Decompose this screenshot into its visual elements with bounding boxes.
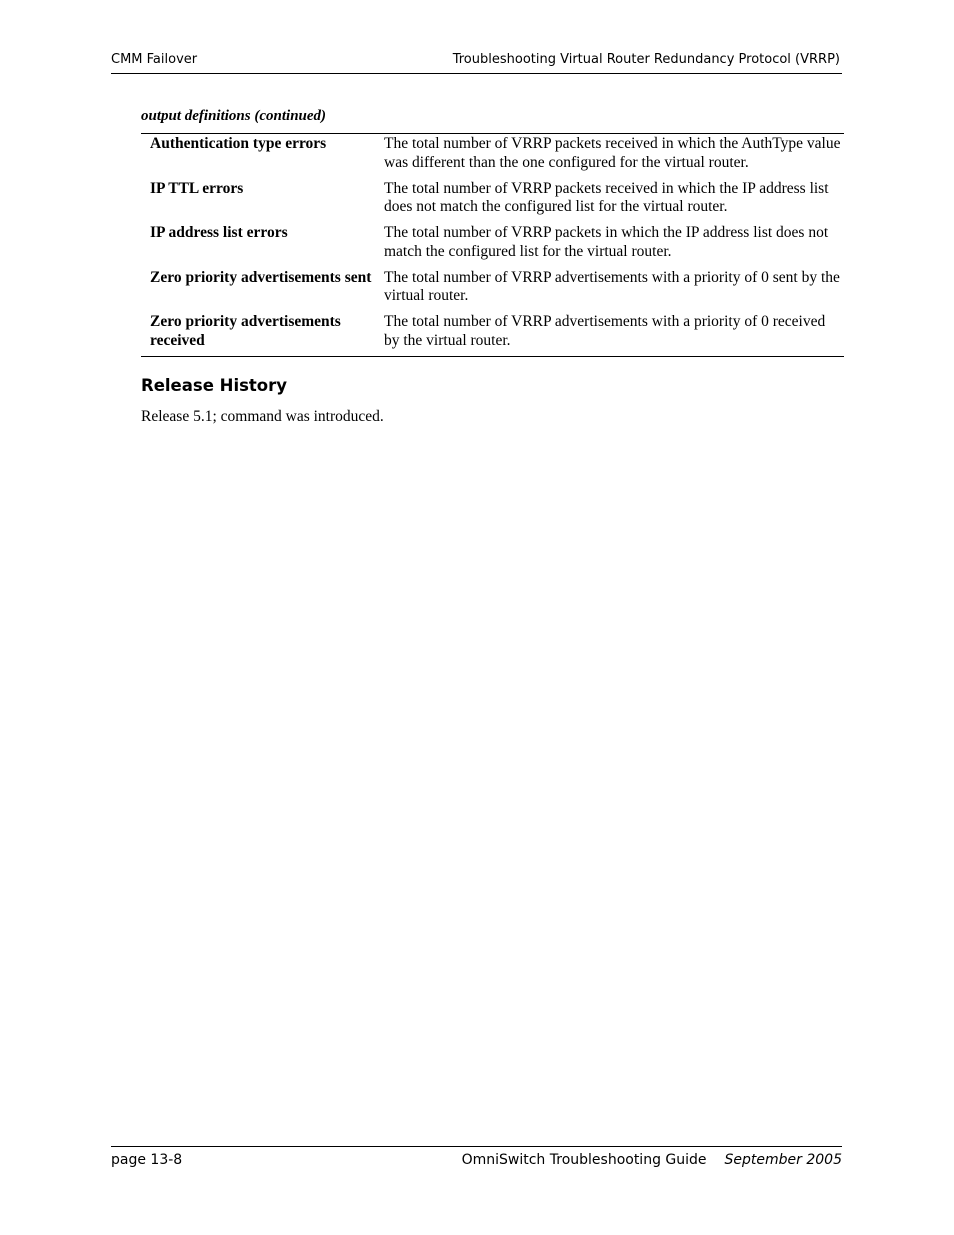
definition-description: The total number of VRRP packets in which the IP address list does not match the configured list for the virtual router. (384, 224, 829, 260)
table-row (141, 180, 844, 225)
footer-publication (462, 1152, 842, 1168)
definition-term: Authentication type errors (150, 135, 327, 152)
definition-term: Zero priority advertisements sent (150, 268, 372, 286)
header-section-title: CMM Failover (111, 52, 198, 67)
definition-description: The total number of VRRP packets received in which the AuthType value was different than the one configured for the virtual router. (384, 135, 841, 171)
page-header (111, 51, 842, 74)
definition-term: Zero priority advertisements received (150, 313, 341, 349)
table-row (141, 224, 844, 269)
publication-date: September 2005 (724, 1152, 842, 1168)
definition-term: IP TTL errors (150, 179, 244, 197)
definition-term: IP address list errors (150, 224, 288, 241)
page-footer (111, 1146, 842, 1168)
output-definitions-table (141, 133, 844, 357)
table-row (141, 313, 844, 357)
page-number: page 13-8 (111, 1152, 183, 1168)
table-row (141, 269, 844, 314)
definition-description: The total number of VRRP advertisements with a priority of 0 received by the virtual router. (384, 313, 826, 349)
table-row (141, 134, 844, 180)
header-chapter-title: Troubleshooting Virtual Router Redundancy Protocol (VRRP) (452, 52, 840, 67)
guide-title: OmniSwitch Troubleshooting Guide (461, 1152, 707, 1168)
release-history-text: Release 5.1; command was introduced. (141, 408, 384, 425)
table-caption: output definitions (continued) (141, 108, 327, 124)
release-history-heading: Release History (141, 376, 288, 395)
definition-description: The total number of VRRP packets received in which the IP address list does not match the configured list for the virtual router. (384, 179, 829, 215)
definition-description: The total number of VRRP advertisements with a priority of 0 sent by the virtual router. (384, 268, 840, 304)
